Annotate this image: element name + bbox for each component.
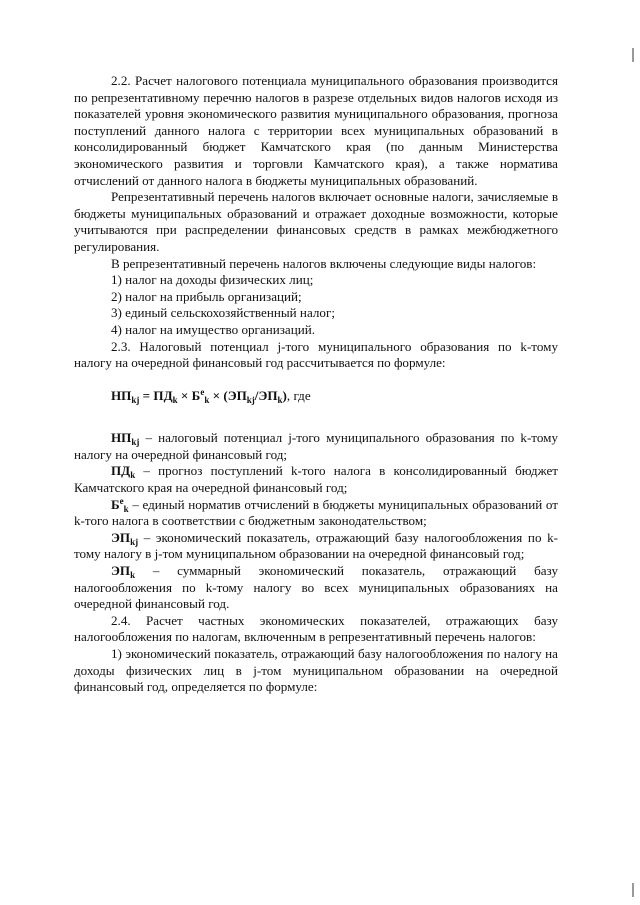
list-item: 3) единый сельскохозяйственный налог; (111, 305, 335, 321)
definition-b: $Б^e_k$ – единый норматив отчислений в бюджеты муниципальных образований от k-того налога в соответствии с бюджетным законодательством; (74, 495, 558, 529)
scan-edge-mark (632, 883, 634, 897)
definition-ep-total: $ЭП_k$ – суммарный экономический показатель, отражающий базу налогообложения по k-тому налогу во всех муниципальных образованиях на очередной финансовый год. (74, 563, 558, 612)
formula-pd: ПД (153, 387, 173, 403)
formula-b: Б (191, 387, 201, 403)
document-body (74, 73, 558, 696)
paragraph-tax-types-intro: В репрезентативный перечень налогов включены следующие виды налогов: (111, 255, 537, 271)
list-item: 2) налог на прибыль организаций; (111, 288, 302, 304)
list-item: 1) налог на доходы физических лиц; (111, 272, 314, 288)
paragraph-2-2: 2.2. Расчет налогового потенциала муниципального образования производится по репрезентативному перечню налогов в разрезе отдельных видов налогов исходя из показателей уровня экономического развития муниципального образования, прогноза поступлений данного налога с территории всех муниципальных образований в консолидированный бюджет Камчатского края (по данным Министерства экономического развития и торговли Камчатского края), а также норматива отчислений от данного налога в бюджеты муниципальных образований. (74, 73, 558, 188)
paragraph-ndfl-indicator: 1) экономический показатель, отражающий базу налогообложения по налогу на доходы физических лиц в j-том муниципальном образовании на очередной финансовый год, определяется по формуле: (74, 646, 558, 695)
formula-ep: ЭП (227, 387, 247, 403)
list-item: 4) налог на имущество организаций. (111, 321, 316, 337)
tax-potential-formula: $НП_{kj} = ПД_k \times Б^e_k \times (ЭП_{kj}/ЭП_k)$, где (111, 386, 311, 405)
definition-ep: $ЭП_{kj}$ – экономический показатель, отражающий базу налогообложения по k-тому налогу в j-том муниципальном образовании на очередной финансовый год; (74, 529, 558, 562)
definition-pd: $ПД_k$ – прогноз поступлений k-того налога в консолидированный бюджет Камчатского края на очередной финансовый год; (74, 463, 558, 496)
formula-np: НП (111, 387, 132, 403)
paragraph-2-4: 2.4. Расчет частных экономических показателей, отражающих базу налогообложения по налогам, включенным в репрезентативный перечень налогов: (74, 612, 558, 645)
formula-ep-total: ЭП (258, 387, 278, 403)
paragraph-representative-list: Репрезентативный перечень налогов включает основные налоги, зачисляемые в бюджеты муниципальных образований и отражает доходные возможности, которые учитываются при распределении финансовых средств в рамках межбюджетного регулирования. (74, 189, 558, 254)
paragraph-2-3: 2.3. Налоговый потенциал j-того муниципального образования по k-тому налогу на очередной финансовый год рассчитывается по формуле: (74, 338, 558, 371)
scan-edge-mark (632, 48, 634, 62)
definition-np: $НП_{kj}$ – налоговый потенциал j-того муниципального образования по k-тому налогу на очередной финансовый год; (74, 430, 558, 462)
